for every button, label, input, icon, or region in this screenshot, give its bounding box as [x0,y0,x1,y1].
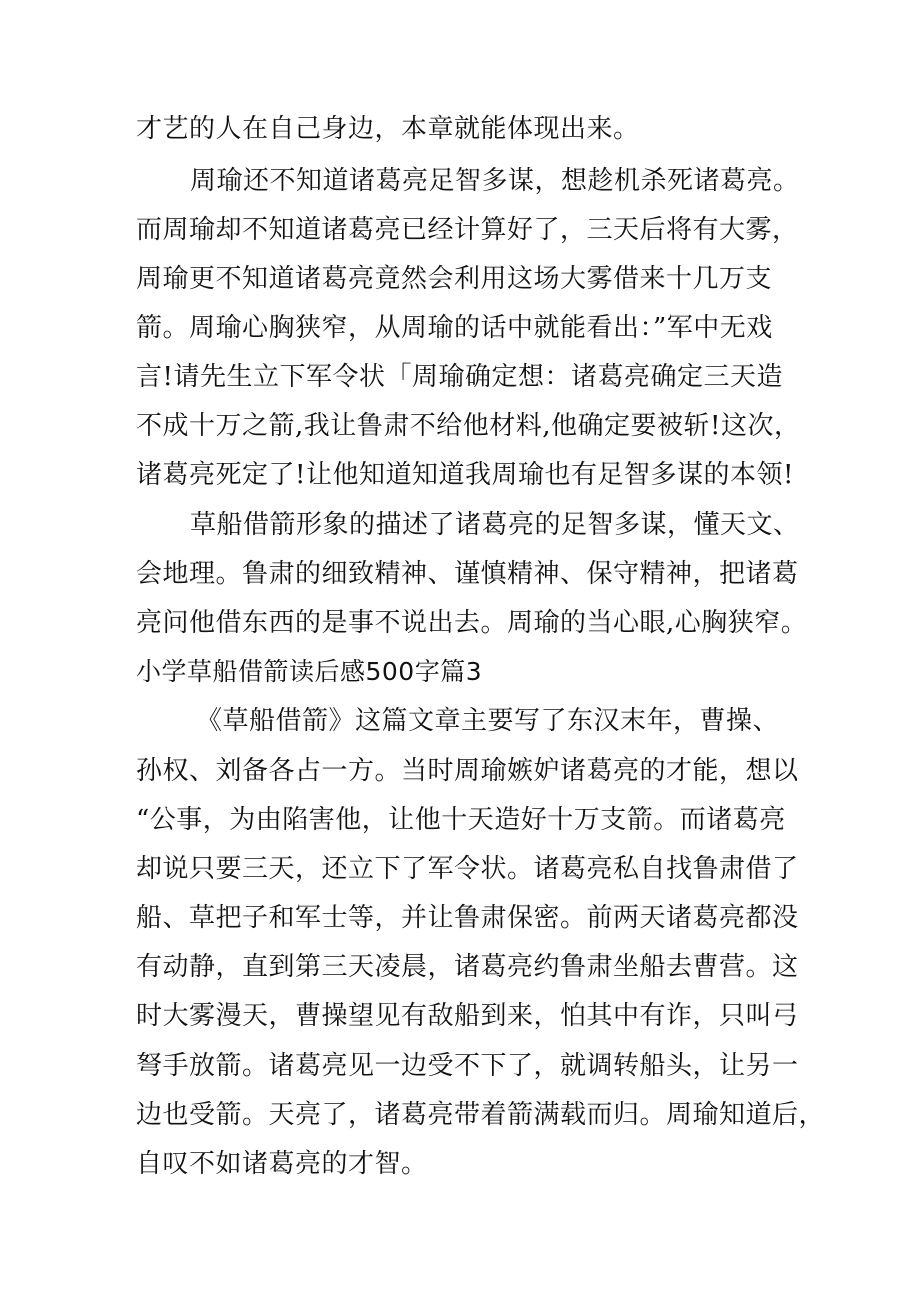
text-line: “公事，为由陷害他，让他十天造好十万支箭。而诸葛亮 [136,805,786,835]
text-line: 孙权、刘备各占一方。当时周瑜嫉妒诸葛亮的才能，想以 [136,756,799,786]
text-line: 而周瑜却不知道诸葛亮已经计算好了，三天后将有大雾， [136,215,799,245]
text-line: 亮问他借东西的是事不说出去。周瑜的当心眼,心胸狭窄。 [136,608,808,638]
text-line: 会地理。鲁肃的细致精神、谨慎精神、保守精神，把诸葛 [136,559,799,589]
text-line: 周瑜更不知道诸葛亮竟然会利用这场大雾借来十几万支 [136,264,773,294]
text-line: 才艺的人在自己身边，本章就能体现出来。 [136,114,640,144]
paragraph-start-line: 周瑜还不知道诸葛亮足智多谋，想趁机杀死诸葛亮。 [190,166,800,196]
text-line: 时大雾漫天，曹操望见有敌船到来，怕其中有诈，只叫弓 [136,1001,799,1031]
text-line: 不成十万之箭,我让鲁肃不给他材料,他确定要被斩!这次， [136,411,801,441]
text-line: 有动静，直到第三天凌晨，诸葛亮约鲁肃坐船去曹营。这 [136,952,799,982]
text-line: 却说只要三天，还立下了军令状。诸葛亮私自找鲁肃借了 [136,854,799,884]
text-line: 自叹不如诸葛亮的才智。 [136,1149,428,1179]
text-line: 言!请先生立下军令状「周瑜确定想：诸葛亮确定三天造 [136,362,783,392]
text-line: 船、草把子和军士等，并让鲁肃保密。前两天诸葛亮都没 [136,903,799,933]
text-line: 诸葛亮死定了!让他知道知道我周瑜也有足智多谋的本领! [136,460,794,490]
paragraph-start-line: 《草船借箭》这篇文章主要写了东汉末年，曹操、 [196,706,780,736]
text-line: 弩手放箭。诸葛亮见一边受不下了，就调转船头，让另一 [136,1051,799,1081]
text-line: 边也受箭。天亮了，诸葛亮带着箭满载而归。周瑜知道后， [136,1100,826,1130]
paragraph-start-line: 草船借箭形象的描述了诸葛亮的足智多谋，懂天文、 [190,510,800,540]
section-heading: 小学草船借箭读后感500字篇3 [136,657,483,686]
text-line: 箭。周瑜心胸狭窄，从周瑜的话中就能看出：”军中无戏 [136,313,773,343]
